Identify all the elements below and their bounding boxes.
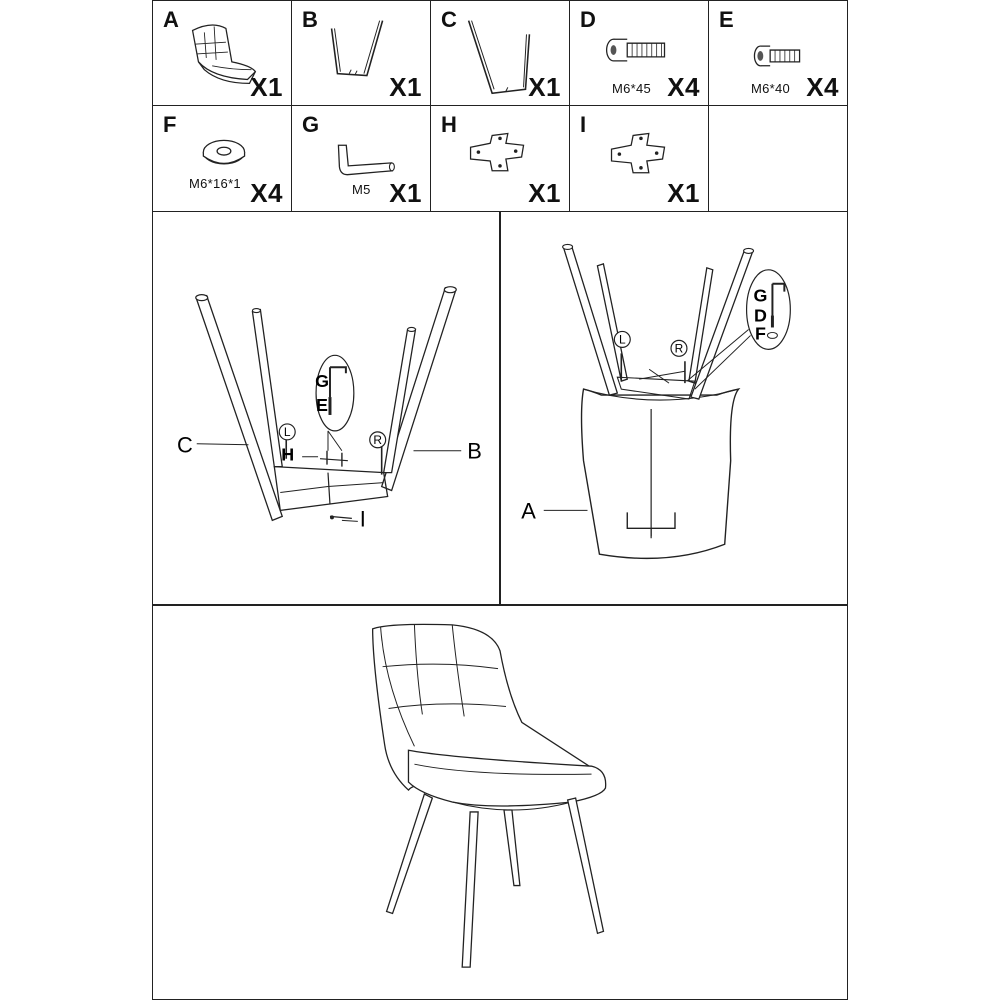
part-qty: X1 [528, 72, 561, 102]
part-qty: X4 [667, 72, 700, 102]
assembled-chair-illustration [153, 605, 847, 999]
part-cell-d [569, 0, 709, 106]
part-letter: D [580, 7, 596, 32]
part-qty: X1 [667, 178, 700, 208]
part-letter: A [163, 7, 179, 32]
part-cell-i [569, 105, 709, 212]
part-letter: H [441, 112, 457, 137]
step2-left-marker: L [618, 332, 626, 347]
step1-label-i: I [359, 506, 366, 532]
part-cell-g [291, 105, 431, 212]
step2-right-marker: R [674, 341, 684, 356]
part-cell-e [708, 0, 848, 106]
part-qty: X4 [250, 178, 283, 208]
part-spec: M5 [352, 182, 371, 197]
part-qty: X1 [250, 72, 283, 102]
step1-leg-assembly-diagram [153, 212, 500, 605]
step1-right-marker: R [373, 432, 383, 447]
part-spec: M6*45 [612, 81, 652, 96]
part-letter: G [302, 112, 320, 137]
step1-callout-e: E [316, 394, 328, 415]
step1-left-marker: L [283, 424, 291, 439]
part-qty: X1 [389, 72, 422, 102]
part-spec: M6*16*1 [189, 176, 241, 191]
part-letter: E [719, 7, 734, 32]
empty-cell [708, 105, 848, 212]
step1-label-b: B [467, 438, 482, 464]
part-spec: M6*40 [751, 81, 791, 96]
part-letter: C [441, 7, 457, 32]
part-letter: B [302, 7, 318, 32]
step1-label-h: H [281, 444, 295, 465]
part-cell-f [152, 105, 292, 212]
step1-callout-g: G [315, 371, 329, 392]
part-letter: I [580, 112, 587, 137]
part-qty: X1 [528, 178, 561, 208]
step1-label-c: C [176, 432, 193, 458]
part-cell-b [291, 0, 431, 106]
final-chair-panel [152, 604, 848, 1000]
part-cell-a [152, 0, 292, 106]
step2-callout-f: F [755, 323, 766, 344]
step1-panel [152, 211, 501, 606]
part-cell-h [430, 105, 570, 212]
part-qty: X4 [806, 72, 839, 102]
step2-label-a: A [521, 498, 536, 524]
part-qty: X1 [389, 178, 422, 208]
step2-seat-attach-diagram [500, 212, 847, 605]
part-letter: F [163, 112, 177, 137]
step2-callout-d: D [754, 305, 767, 326]
part-cell-c [430, 0, 570, 106]
step2-panel [499, 211, 848, 606]
step2-callout-g: G [753, 285, 768, 306]
